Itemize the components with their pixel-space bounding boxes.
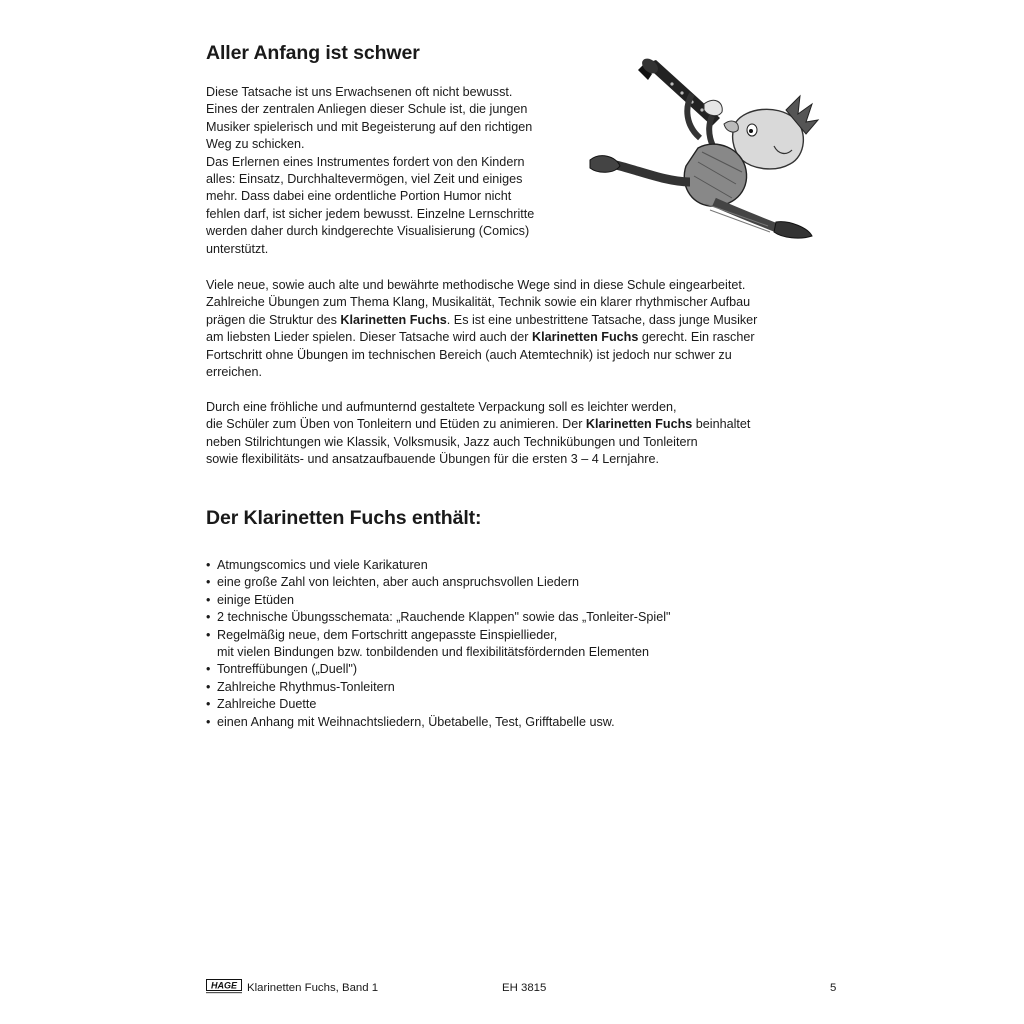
list-item: • Tontreffübungen („Duell")	[206, 661, 670, 678]
list-item: • einige Etüden	[206, 592, 670, 609]
page-number: 5	[830, 982, 837, 994]
list-item: • eine große Zahl von leichten, aber auch anspruchsvollen Liedern	[206, 574, 670, 591]
para-line: Zahlreiche Übungen zum Thema Klang, Musikalität, Technik sowie ein klarer rhythmischer Aufbau	[206, 295, 751, 310]
intro-line: fehlen darf, ist sicher jedem bewusst. Einzelne Lernschritte	[206, 206, 535, 221]
para-line: erreichen.	[206, 365, 263, 380]
intro-line: Weg zu schicken.	[206, 137, 305, 152]
body-paragraph-2	[206, 277, 806, 381]
book-title-bold: Klarinetten Fuchs	[585, 417, 693, 432]
footer-edition-number: EH 3815	[502, 982, 547, 994]
list-item: • 2 technische Übungsschemata: „Rauchende Klappen" sowie das „Tonleiter-Spiel"	[206, 609, 670, 626]
intro-line: mehr. Dass dabei eine ordentliche Portion Humor nicht	[206, 189, 512, 204]
list-item-text: • Regelmäßig neue, dem Fortschritt angepasste Einspiellieder,	[217, 627, 558, 642]
clarinet-icon	[638, 56, 720, 126]
intro-paragraph	[206, 84, 586, 258]
list-item: • Zahlreiche Rhythmus-Tonleitern	[206, 679, 670, 696]
para-line: Durch eine fröhliche und aufmunternd gestaltete Verpackung soll es leichter werden,	[206, 400, 677, 414]
list-item: • Atmungscomics und viele Karikaturen	[206, 557, 670, 574]
body-paragraph-3	[206, 399, 806, 469]
clarinet-player-cartoon-icon	[586, 52, 822, 240]
para-line: prägen die Struktur des Klarinetten Fuchs. Es ist eine unbestrittene Tatsache, dass junge Musiker	[206, 312, 758, 327]
intro-line: werden daher durch kindgerechte Visualisierung (Comics)	[206, 224, 530, 239]
para-line: neben Stilrichtungen wie Klassik, Volksmusik, Jazz auch Technikübungen und Tonleitern	[206, 434, 698, 449]
para-line: die Schüler zum Üben von Tonleitern und Etüden zu animieren. Der Klarinetten Fuchs beinhaltet	[206, 417, 751, 432]
intro-line: unterstützt.	[206, 241, 269, 256]
hage-logo-icon	[206, 979, 242, 995]
para-line: sowie flexibilitäts- und ansatzaufbauende Übungen für die ersten 3 – 4 Lernjahre.	[206, 452, 659, 467]
section-title-contents: Der Klarinetten Fuchs enthält:	[206, 507, 482, 529]
intro-line: Eines der zentralen Anliegen dieser Schule ist, die jungen	[206, 102, 528, 117]
section-title-aller-anfang: Aller Anfang ist schwer	[206, 42, 420, 64]
para-line: Fortschritt ohne Übungen im technischen Bereich (auch Atemtechnik) ist jedoch nur schwer zu	[206, 347, 732, 362]
para-line: Viele neue, sowie auch alte und bewährte methodische Wege sind in diese Schule eingearbeitet.	[206, 278, 746, 292]
logo-text: HAGE	[210, 980, 238, 991]
intro-line: alles: Einsatz, Durchhaltevermögen, viel Zeit und einiges	[206, 172, 523, 187]
cartoon-body	[684, 144, 746, 206]
intro-line: Das Erlernen eines Instrumentes fordert von den Kindern	[206, 154, 525, 169]
list-item-continuation: mit vielen Bindungen bzw. tonbildenden und flexibilitätsfördernden Elementen	[217, 645, 649, 660]
list-item	[206, 627, 670, 662]
intro-line: Diese Tatsache ist uns Erwachsenen oft nicht bewusst.	[206, 85, 513, 99]
book-title-bold: Klarinetten Fuchs	[531, 330, 639, 345]
contents-list	[206, 557, 670, 731]
para-line: am liebsten Lieder spielen. Dieser Tatsache wird auch der Klarinetten Fuchs gerecht. Ein rascher	[206, 330, 755, 345]
footer-book-title: Klarinetten Fuchs, Band 1	[247, 982, 379, 994]
list-item: • einen Anhang mit Weihnachtsliedern, Übetabelle, Test, Grifftabelle usw.	[206, 714, 670, 731]
list-item: • Zahlreiche Duette	[206, 696, 670, 713]
book-title-bold: Klarinetten Fuchs	[340, 312, 447, 327]
intro-line: Musiker spielerisch und mit Begeisterung auf den richtigen	[206, 119, 533, 134]
